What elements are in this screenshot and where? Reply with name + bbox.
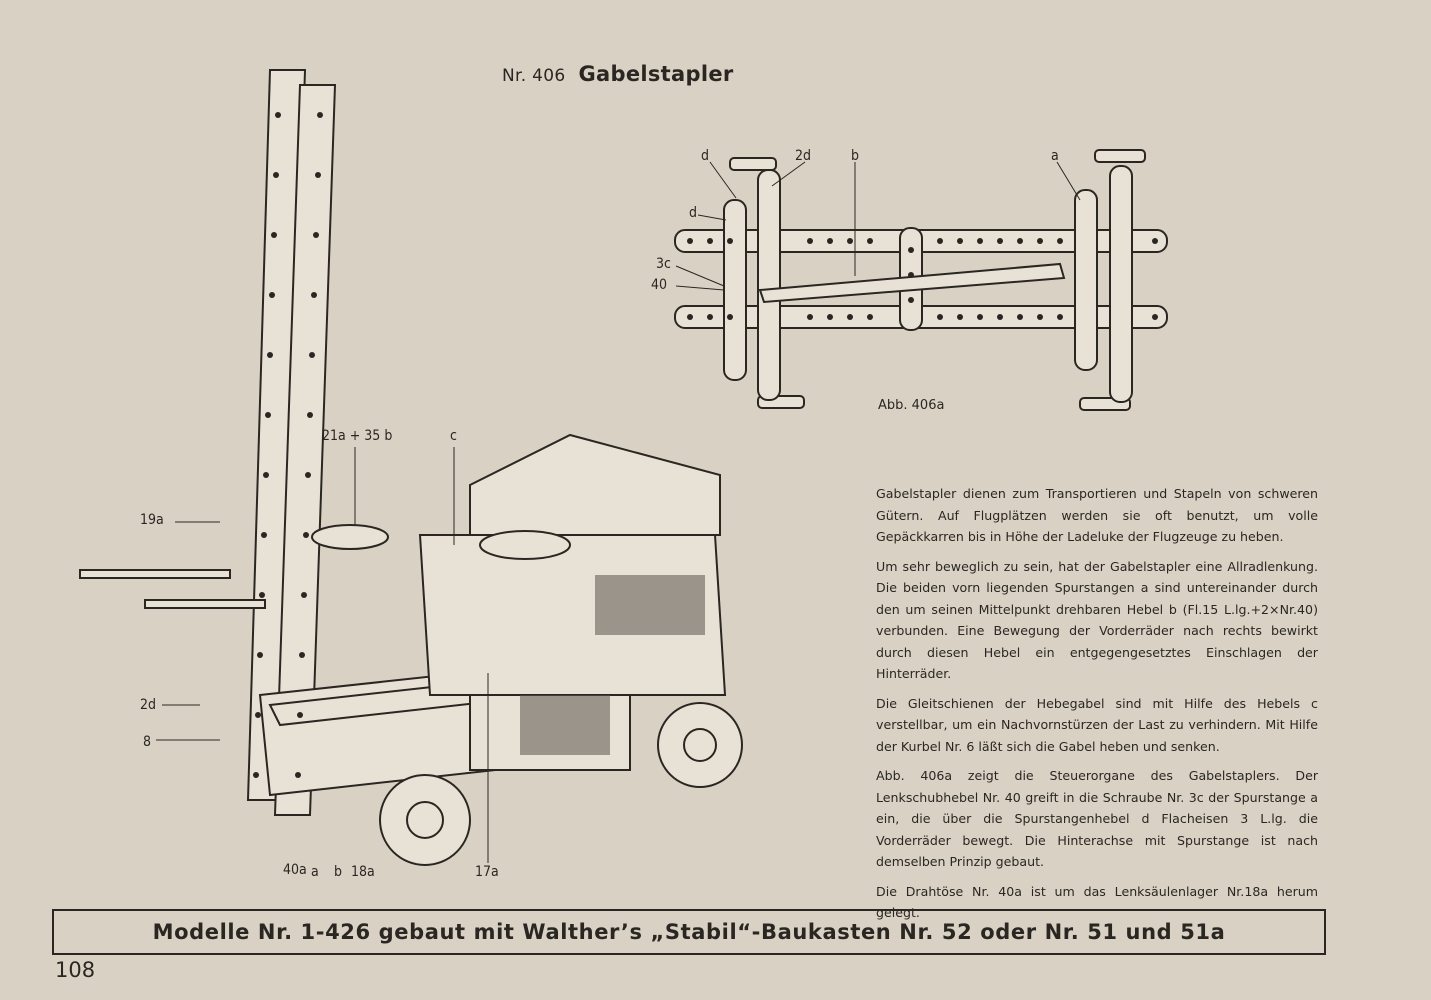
- label-3c: 3c: [656, 256, 671, 272]
- label-17a: 17a: [475, 864, 499, 880]
- label-21a-35b: 21a + 35 b: [322, 428, 393, 444]
- model-name: Gabelstapler: [578, 62, 734, 86]
- paragraph-4: Abb. 406a zeigt die Steuerorgane des Gabelstaplers. Der Lenkschubhebel Nr. 40 greift in die Schraube Nr. 3c der Spurstange a ein, die über die Spurstangenhebel d Flacheisen 3 L.lg. die Vorderräder bewegt. Die Hinterachse mit Spurstange ist nach demselben Prinzip gebaut.: [876, 768, 1318, 869]
- label-a-main: a: [311, 864, 319, 880]
- page-number: 108: [55, 958, 96, 982]
- figure-caption: Abb. 406a: [878, 398, 945, 413]
- description-text: [876, 483, 1318, 932]
- label-a-top: a: [1051, 148, 1059, 164]
- label-b-top: b: [851, 148, 859, 164]
- paragraph-5: Die Drahtöse Nr. 40a ist um das Lenksäulenlager Nr.18a herum gelegt.: [876, 883, 1318, 920]
- label-d-left: d: [689, 205, 697, 221]
- paragraph-2: Um sehr beweglich zu sein, hat der Gabelstapler eine Allradlenkung. Die beiden vorn liegenden Spurstangen a sind untereinander durch den um seinen Mittelpunkt drehbaren Hebel b (Fl.15 L.lg.+2×Nr.40) verbunden. Eine Bewegung der Vorderräder nach rechts bewirkt durch diesen Hebel ein entgegengesetztes Einschlagen der Hinterräder.: [876, 558, 1318, 681]
- forklift-illustration-svg: [70, 55, 750, 895]
- footer-banner: [52, 909, 1326, 955]
- label-40a: 40a: [283, 862, 307, 878]
- label-2d-main: 2d: [140, 697, 157, 713]
- forklift-illustration: [70, 55, 750, 895]
- model-number: Nr. 406: [502, 66, 566, 86]
- label-40: 40: [651, 277, 668, 293]
- paragraph-3: Die Gleitschienen der Hebegabel sind mit Hilfe des Hebels c verstellbar, um ein Nachvornstürzen der Last zu verhindern. Mit Hilfe der Kurbel Nr. 6 läßt sich die Gabel heben und senken.: [876, 695, 1318, 754]
- paragraph-1: Gabelstapler dienen zum Transportieren und Stapeln von schweren Gütern. Auf Flugplätzen werden sie oft benutzt, um volle Gepäckkarren bis in Höhe der Ladeluke der Flugzeuge zu heben.: [876, 486, 1318, 544]
- label-2d: 2d: [795, 148, 812, 164]
- label-b-main: b: [334, 864, 342, 880]
- label-8: 8: [143, 734, 152, 750]
- label-19a: 19a: [140, 512, 164, 528]
- label-c: c: [450, 428, 457, 444]
- footer-banner-text: Modelle Nr. 1-426 gebaut mit Walther’s „Stabil“-Baukasten Nr. 52 oder Nr. 51 und 51a: [152, 920, 1226, 944]
- label-d-top: d: [701, 148, 709, 164]
- label-18a: 18a: [351, 864, 375, 880]
